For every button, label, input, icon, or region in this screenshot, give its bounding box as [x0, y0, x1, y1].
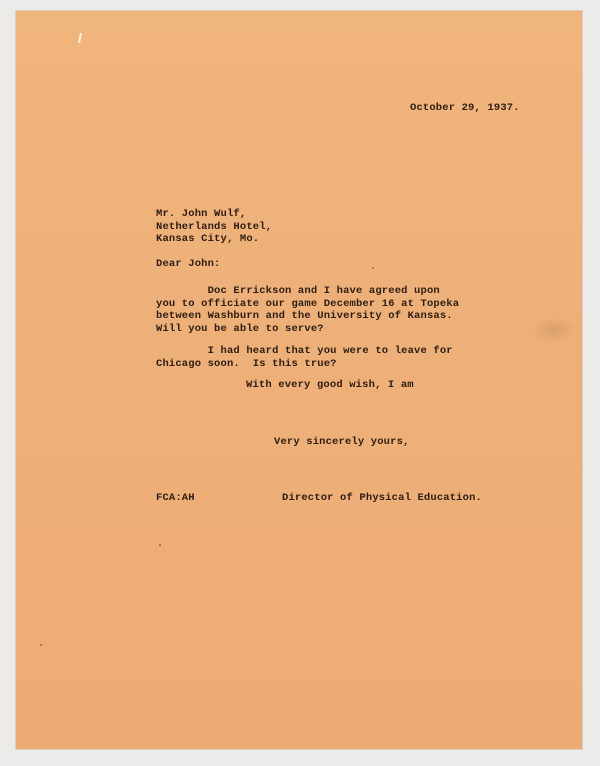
letter-paper: [16, 11, 582, 749]
paragraph-line: Will you be able to serve?: [156, 322, 324, 335]
signatory-title: Director of Physical Education.: [282, 492, 482, 504]
body-paragraph-2: [156, 345, 453, 370]
paragraph-line: Chicago soon. Is this true?: [156, 357, 337, 370]
paper-speck: [372, 267, 374, 269]
address-line: Netherlands Hotel,: [156, 220, 273, 233]
letter-date: October 29, 1937.: [410, 102, 520, 114]
paragraph-line: Doc Errickson and I have agreed upon: [156, 285, 440, 297]
address-line: Kansas City, Mo.: [156, 233, 260, 245]
typist-initials: FCA:AH: [156, 492, 195, 504]
recipient-address: [156, 208, 272, 246]
paragraph-line: you to officiate our game December 16 at Topeka: [156, 297, 460, 310]
closing-wish: With every good wish, I am: [246, 379, 414, 391]
paragraph-line: I had heard that you were to leave for: [156, 345, 453, 357]
complimentary-close: Very sincerely yours,: [274, 436, 410, 448]
paragraph-line: between Washburn and the University of Kansas.: [156, 310, 453, 322]
paper-smudge: [532, 317, 576, 343]
paper-mark: [78, 33, 82, 43]
paper-speck: [159, 544, 161, 546]
paper-speck: [40, 644, 42, 646]
body-paragraph-1: [156, 285, 459, 335]
salutation: Dear John:: [156, 258, 221, 270]
address-line: Mr. John Wulf,: [156, 208, 247, 220]
